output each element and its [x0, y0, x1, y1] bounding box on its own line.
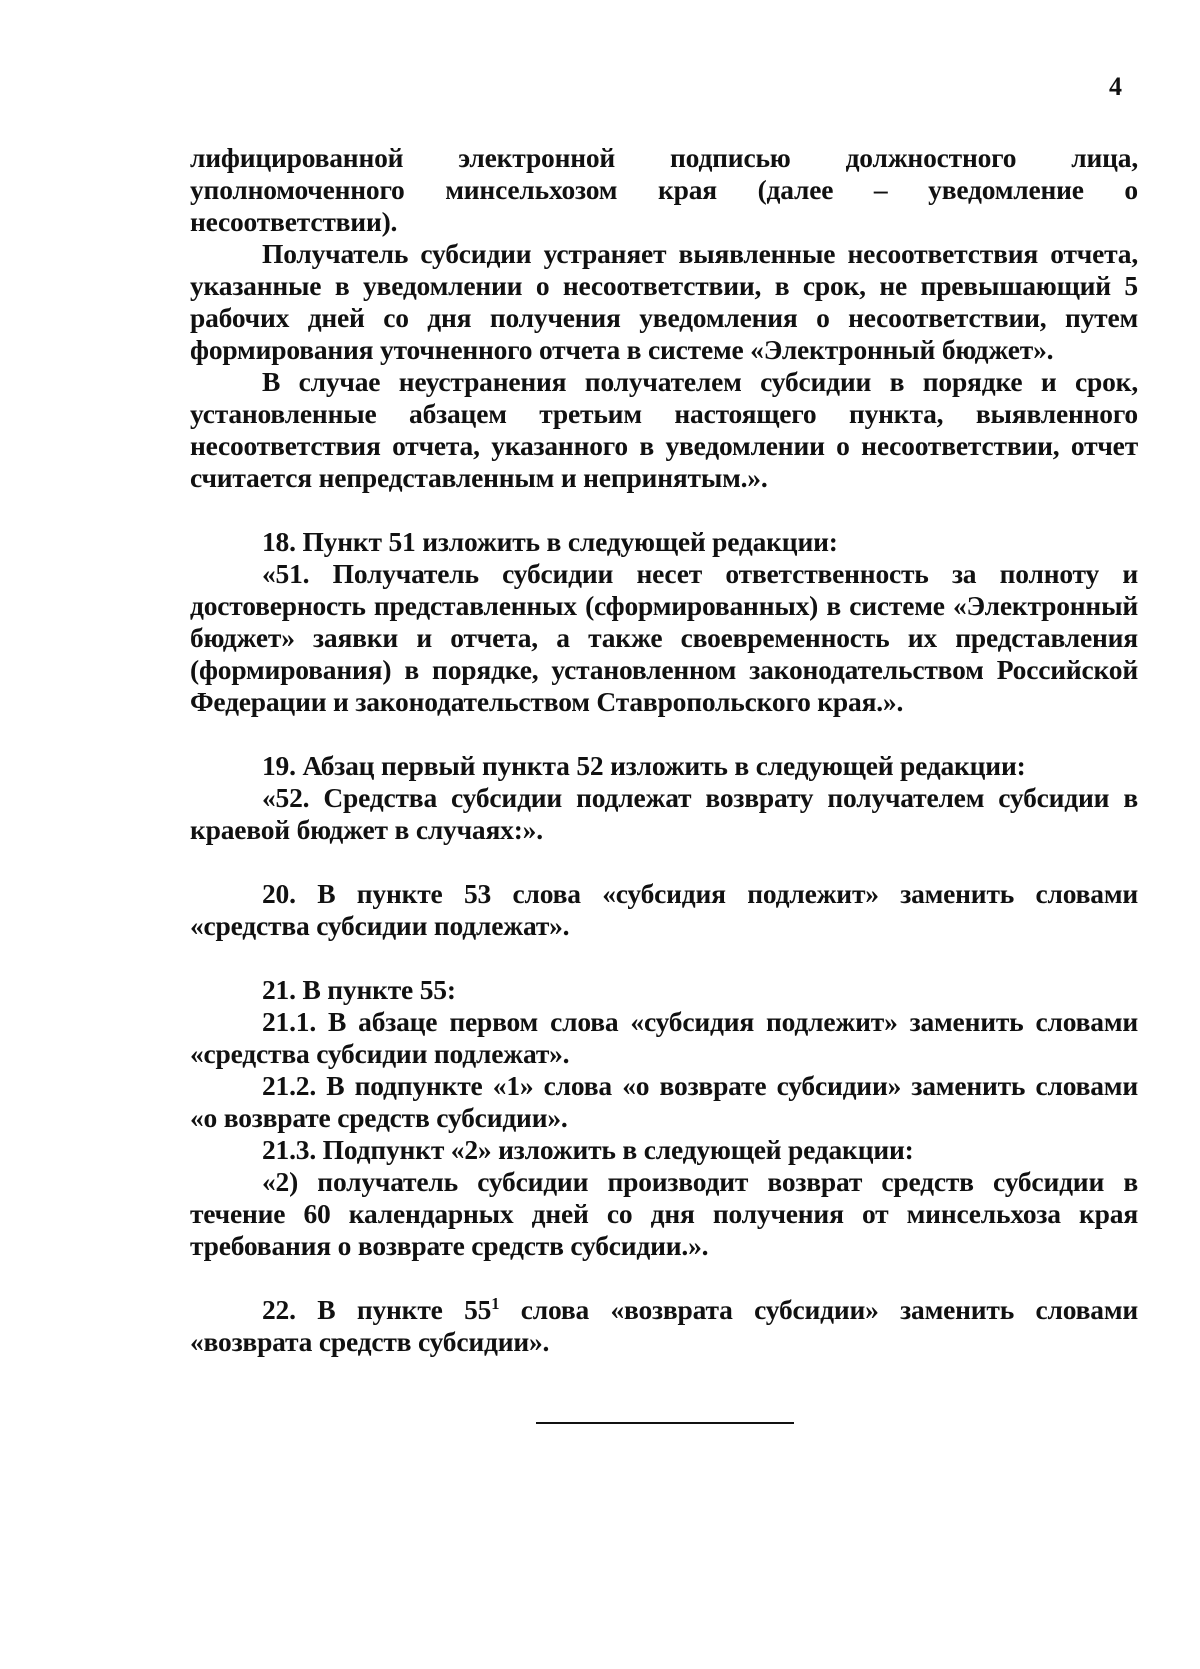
paragraph-text: 22. В пункте 55	[262, 1294, 492, 1325]
paragraph: Получатель субсидии устраняет выявленные несоответствия отчета, указанные в уведомлении о несоответствии, в срок, не превышающий 5 рабочих дней со дня получения уведомления о несоответствии, путем формирования уточненного отчета в системе «Электронный бюджет».	[190, 238, 1138, 365]
paragraph: 20. В пункте 53 слова «субсидия подлежит» заменить словами «средства субсидии подлежат».	[190, 878, 1138, 941]
paragraph: 21.2. В подпункте «1» слова «о возврате субсидии» заменить словами «о возврате средств субсидии».	[190, 1070, 1138, 1133]
superscript: 1	[491, 1293, 500, 1313]
page-number: 4	[1109, 72, 1122, 101]
paragraph: 19. Абзац первый пункта 52 изложить в следующей редакции:	[262, 750, 1026, 781]
paragraph: лифицированной электронной подписью должностного лица, уполномоченного минсельхозом края (далее – уведомление о несоответствии).	[190, 142, 1138, 237]
paragraph: 18. Пункт 51 изложить в следующей редакции:	[262, 526, 838, 557]
paragraph: «2) получатель субсидии производит возврат средств субсидии в течение 60 календарных дней со дня получения от минсельхоза края требования о возврате средств субсидии.».	[190, 1166, 1138, 1261]
paragraph: В случае неустранения получателем субсидии в порядке и срок, установленные абзацем третьим настоящего пункта, выявленного несоответствия отчета, указанного в уведомлении о несоответствии, отчет считается непредставленным и непринятым.».	[190, 366, 1138, 493]
document-body	[190, 142, 1138, 1358]
paragraph: 21. В пункте 55:	[262, 974, 456, 1005]
paragraph: «51. Получатель субсидии несет ответственность за полноту и достоверность представленных (сформированных) в системе «Электронный бюджет» заявки и отчета, а также своевременность их представления (формирования) в порядке, установленном законодательством Российской Федерации и законодательством Ставропольского края.».	[190, 558, 1138, 717]
paragraph: «52. Средства субсидии подлежат возврату получателем субсидии в краевой бюджет в случаях:».	[190, 782, 1138, 845]
paragraph-last	[190, 1294, 1138, 1358]
paragraph: 21.1. В абзаце первом слова «субсидия подлежит» заменить словами «средства субсидии подлежат».	[190, 1006, 1138, 1069]
paragraph-text: слова «возврата субсидии» заменить словами «возврата средств субсидии».	[190, 1294, 1138, 1357]
closing-rule	[536, 1422, 794, 1424]
paragraph: 21.3. Подпункт «2» изложить в следующей редакции:	[262, 1134, 914, 1165]
